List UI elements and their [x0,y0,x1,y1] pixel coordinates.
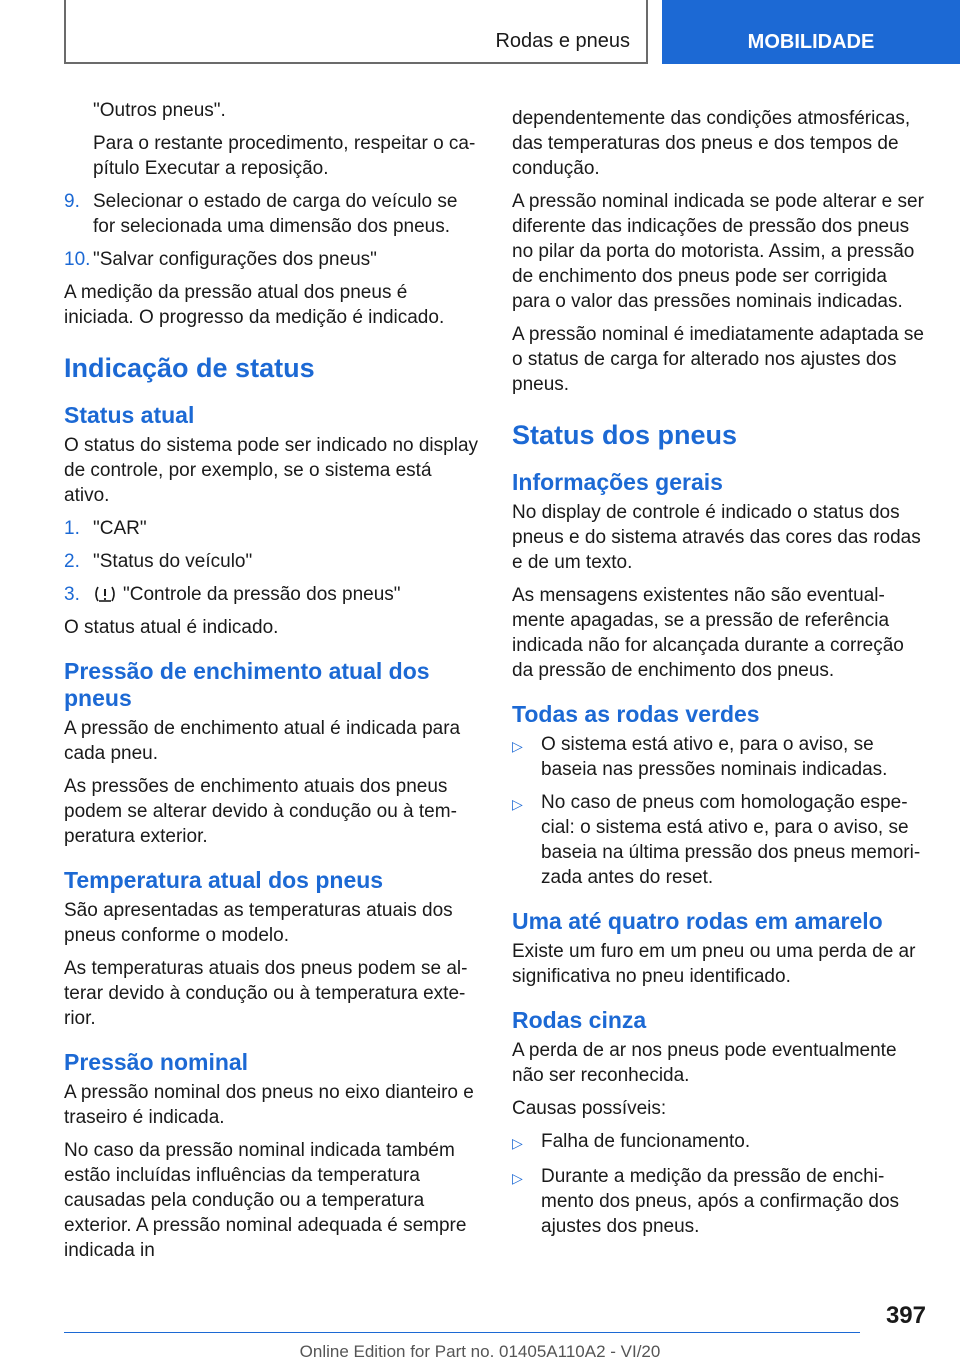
paragraph: São apresentadas as temperaturas atuais dos pneus conforme o modelo. [64,900,453,946]
bullet-text: No caso de pneus com homologação especial: o sistema está ativo e, para o aviso, se baseia na última pressão dos pneus memorizada antes do reset. [541,792,921,888]
subsection-heading: Uma até quatro rodas em amarelo [512,908,883,934]
paragraph: A pressão nominal dos pneus no eixo dianteiro e traseiro é indicada. [64,1082,474,1128]
bullet-triangle-icon: ▷ [512,796,523,812]
step-number: 3. [64,584,80,605]
subsection-heading: Pressão de enchimento atual dos pneus [64,658,430,711]
bullet-item [512,790,930,890]
step-item [64,516,482,541]
step-number: 1. [64,518,80,539]
step-text: "Status do veículo" [93,551,253,572]
paragraph: A pressão de enchimento atual é indicada para cada pneu. [64,718,461,764]
step-text: "Salvar configurações dos pneus" [93,249,377,270]
header-chapter-box [64,0,648,64]
paragraph: Para o restante procedimento, respeitar o capítulo Executar a reposição. [93,133,476,179]
subsection-heading: Rodas cinza [512,1007,647,1033]
paragraph: O status do sistema pode ser indicado no display de controle, por exemplo, se o sistema está ativo. [64,435,479,506]
step-number: 2. [64,551,80,572]
bullet-text: Durante a medição da pressão de enchimento dos pneus, após a confirmação dos ajustes dos pneus. [541,1166,900,1237]
bullet-text: Falha de funcionamento. [541,1131,751,1152]
paragraph: A pressão nominal é imediatamente adaptada se o status de carga for alterado nos ajustes dos pneus. [512,324,924,395]
paragraph: As mensagens existentes não são eventualmente apagadas, se a pressão de referência indicada não for alcançada durante a correção da pressão de enchimento dos pneus. [512,585,904,681]
header-section-tab: MOBILIDADE [662,0,960,64]
paragraph: O status atual é indicado. [64,617,279,638]
bullet-triangle-icon: ▷ [512,1170,523,1186]
paragraph: "Outros pneus". [93,100,226,121]
step-text: Selecionar o estado de carga do veículo se for selecionada uma dimensão dos pneus. [93,191,458,237]
paragraph: Existe um furo em um pneu ou uma perda de ar significativa no pneu identificado. [512,941,916,987]
footer-divider [64,1332,860,1333]
paragraph: A medição da pressão atual dos pneus é iniciada. O progresso da medição é indicado. [64,282,445,328]
paragraph: A pressão nominal indicada se pode alterar e ser diferente das indicações de pressão dos pneus no pilar da porta do motorista. Assim, a pressão de enchimento dos pneus pode ser corrigida para o valor das pressões nominais indicadas. [512,191,924,312]
bullet-item [512,732,930,782]
step-item [64,189,482,239]
step-number: 9. [64,191,80,212]
bullet-item [512,1129,930,1156]
bullet-item [512,1164,930,1239]
step-number: 10. [64,249,91,270]
subsection-heading: Informações gerais [512,469,723,495]
header-chapter-title: Rodas e pneus [495,30,630,52]
paragraph: No caso da pressão nominal indicada também estão incluídas influências da temperatura causadas pela condução ou a temperatura exterior. A pressão nominal adequada é sempre indicada in [64,1140,467,1261]
step-item [64,247,482,272]
paragraph: A perda de ar nos pneus pode eventualmente não ser reconhecida. [512,1040,897,1086]
bullet-triangle-icon: ▷ [512,1135,523,1151]
step-item [64,549,482,574]
step-item [64,582,482,607]
step-text: "Controle da pressão dos pneus" [123,584,401,605]
paragraph: As pressões de enchimento atuais dos pneus podem se alterar devido à condução ou à temperatura exterior. [64,776,457,847]
bullet-text: O sistema está ativo e, para o aviso, se baseia nas pressões nominais indicadas. [541,734,888,780]
subsection-heading: Status atual [64,402,195,428]
tire-pressure-warning-icon [93,585,117,603]
section-heading: Indicação de status [64,353,315,383]
paragraph: dependentemente das condições atmosféricas, das temperaturas dos pneus e dos tempos de condução. [512,108,911,179]
step-text-with-icon [93,582,401,607]
subsection-heading: Todas as rodas verdes [512,701,760,727]
paragraph: As temperaturas atuais dos pneus podem se alterar devido à condução ou à temperatura exterior. [64,958,468,1029]
paragraph: Causas possíveis: [512,1098,667,1119]
paragraph: No display de controle é indicado o status dos pneus e do sistema através das cores das rodas e de um texto. [512,502,921,573]
section-heading: Status dos pneus [512,420,738,450]
page-number: 397 [885,1302,926,1329]
subsection-heading: Temperatura atual dos pneus [64,867,384,893]
bullet-triangle-icon: ▷ [512,738,523,754]
right-column [512,106,930,1247]
step-text: "CAR" [93,518,147,539]
left-column [64,98,482,1271]
subsection-heading: Pressão nominal [64,1049,249,1075]
footer-edition: Online Edition for Part no. 01405A110A2 - VI/20 [299,1342,661,1361]
